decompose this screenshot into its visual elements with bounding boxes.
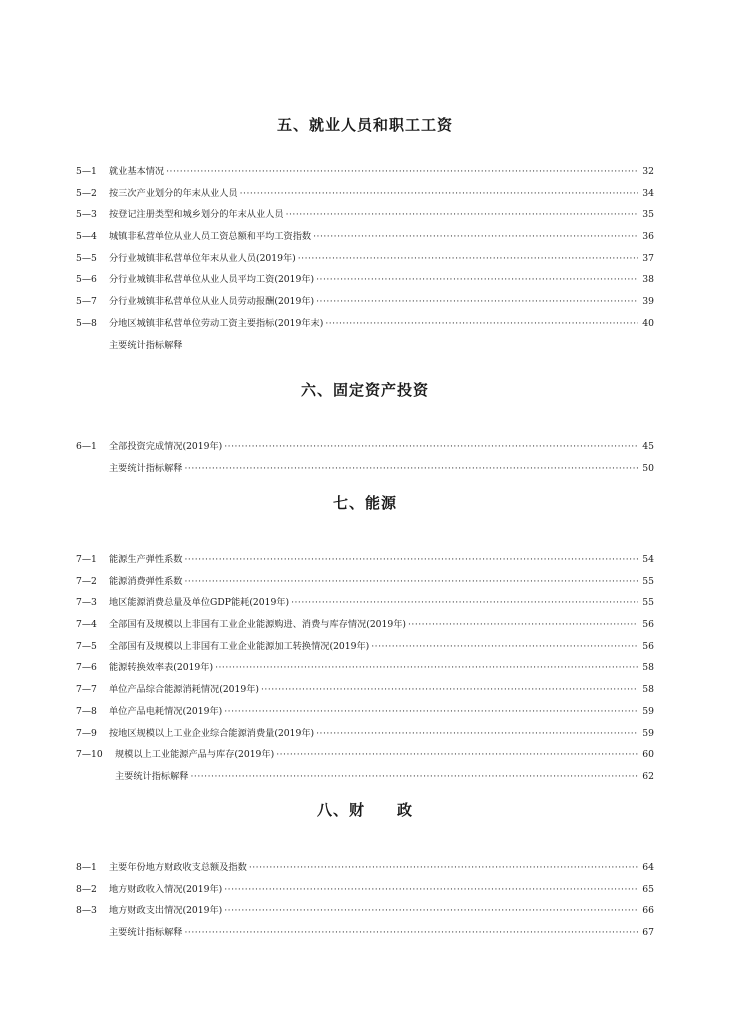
toc-row[interactable] xyxy=(0,313,730,335)
toc-title: 就业基本情况 xyxy=(109,166,165,177)
toc-number: 7—3 xyxy=(76,597,97,609)
section-finance xyxy=(0,799,730,944)
toc-number: 7—8 xyxy=(76,705,97,717)
toc-title: 按登记注册类型和城乡划分的年末从业人员 xyxy=(109,209,284,221)
toc-row[interactable] xyxy=(0,436,730,458)
toc-title: 分行业城镇非私营单位从业人员劳动报酬(2019年) xyxy=(109,296,315,308)
toc-title: 能源消费弹性系数 xyxy=(109,575,183,587)
toc-number: 5—3 xyxy=(76,209,97,221)
toc-page-number: 55 xyxy=(642,597,654,609)
toc-leader xyxy=(185,922,639,944)
toc-page-number: 59 xyxy=(642,727,654,739)
toc-title: 主要统计指标解释 xyxy=(109,339,183,351)
toc-leader xyxy=(316,723,638,745)
toc-row[interactable] xyxy=(0,766,730,788)
section-title: 五、就业人员和职工工资 xyxy=(276,116,453,134)
toc-title: 城镇非私营单位从业人员工资总额和平均工资指数 xyxy=(109,231,312,243)
toc-leader xyxy=(325,313,638,335)
toc-leader xyxy=(291,592,638,614)
toc-leader xyxy=(371,636,638,658)
toc-row[interactable] xyxy=(0,922,730,944)
toc-page-number: 37 xyxy=(642,252,654,264)
section-energy xyxy=(0,492,730,788)
toc-number: 8—1 xyxy=(76,862,97,873)
toc-leader xyxy=(185,571,639,593)
toc-page-number: 34 xyxy=(642,187,654,199)
section-title: 七、能源 xyxy=(332,494,397,512)
toc-title: 分行业城镇非私营单位从业人员平均工资(2019年) xyxy=(109,274,315,286)
toc-row[interactable] xyxy=(0,226,730,248)
toc-row[interactable] xyxy=(0,636,730,658)
toc-leader xyxy=(185,549,639,571)
toc-title: 全部国有及规模以上非国有工业企业能源购进、消费与库存情况(2019年) xyxy=(109,619,406,631)
toc-number: 7—9 xyxy=(76,727,97,739)
toc-number: 5—2 xyxy=(76,187,97,199)
toc-leader xyxy=(313,226,638,248)
toc-page-number: 64 xyxy=(642,862,654,873)
toc-number: 5—8 xyxy=(76,317,97,329)
toc-row[interactable] xyxy=(0,723,730,745)
toc-leader xyxy=(185,458,639,480)
toc-title: 全部国有及规模以上非国有工业企业能源加工转换情况(2019年) xyxy=(109,640,370,652)
toc-number: 8—2 xyxy=(76,883,97,895)
toc-page-number: 66 xyxy=(642,905,654,917)
section-title: 八、财 政 xyxy=(316,801,413,819)
toc-title: 主要年份地方财政收支总额及指数 xyxy=(109,862,247,873)
toc-number: 7—1 xyxy=(76,554,97,565)
toc-page-number: 62 xyxy=(642,770,654,782)
toc-page-number: 32 xyxy=(642,166,654,177)
toc-title: 规模以上工业能源产品与库存(2019年) xyxy=(115,749,275,761)
toc-row[interactable] xyxy=(0,161,730,183)
toc-title: 能源转换效率表(2019年) xyxy=(109,662,214,674)
toc-leader xyxy=(316,291,638,313)
toc-row[interactable] xyxy=(0,857,730,879)
toc-number: 7—2 xyxy=(76,575,97,587)
toc-row[interactable] xyxy=(0,571,730,593)
toc-page-number: 59 xyxy=(642,705,654,717)
toc-leader xyxy=(249,857,638,879)
toc-page-number: 56 xyxy=(642,640,654,652)
toc-leader xyxy=(408,614,638,636)
toc-title: 全部投资完成情况(2019年) xyxy=(109,441,223,452)
toc-leader xyxy=(224,879,638,901)
toc-page-number: 67 xyxy=(642,927,654,939)
toc-leader xyxy=(240,183,638,205)
toc-row[interactable] xyxy=(0,269,730,291)
toc-entries xyxy=(0,857,730,944)
section-employment-wages xyxy=(0,114,730,356)
toc-number: 5—5 xyxy=(76,252,97,264)
toc-number: 6—1 xyxy=(76,441,97,452)
toc-title: 主要统计指标解释 xyxy=(109,927,183,939)
toc-leader xyxy=(276,744,638,766)
toc-row[interactable] xyxy=(0,458,730,480)
toc-row[interactable] xyxy=(0,679,730,701)
toc-row[interactable] xyxy=(0,744,730,766)
toc-page-number: 38 xyxy=(642,274,654,286)
toc-leader xyxy=(261,679,638,701)
toc-leader xyxy=(191,766,639,788)
toc-row[interactable] xyxy=(0,657,730,679)
toc-title: 分地区城镇非私营单位劳动工资主要指标(2019年末) xyxy=(109,317,324,329)
toc-leader xyxy=(215,657,638,679)
toc-entries xyxy=(0,161,730,356)
toc-page-number: 58 xyxy=(642,684,654,696)
toc-page-number: 50 xyxy=(642,462,654,474)
toc-title: 按地区规模以上工业企业综合能源消费量(2019年) xyxy=(109,727,315,739)
toc-leader xyxy=(286,204,638,226)
toc-title: 分行业城镇非私营单位年末从业人员(2019年) xyxy=(109,252,296,264)
toc-row[interactable] xyxy=(0,204,730,226)
toc-number: 5—6 xyxy=(76,274,97,286)
toc-row[interactable] xyxy=(0,879,730,901)
toc-leader xyxy=(224,436,638,458)
toc-entries xyxy=(0,549,730,788)
toc-page-number: 56 xyxy=(642,619,654,631)
toc-page-number: 39 xyxy=(642,296,654,308)
toc-page-number: 58 xyxy=(642,662,654,674)
toc-page-number: 60 xyxy=(642,749,654,761)
toc-row[interactable] xyxy=(0,592,730,614)
toc-number: 7—4 xyxy=(76,619,97,631)
toc-title: 地方财政收入情况(2019年) xyxy=(109,883,223,895)
toc-page-number: 55 xyxy=(642,575,654,587)
toc-row[interactable] xyxy=(0,900,730,922)
toc-leader xyxy=(166,161,638,183)
toc-page-number: 45 xyxy=(642,441,654,452)
section-fixed-asset-investment xyxy=(0,379,730,479)
toc-page-number: 65 xyxy=(642,883,654,895)
toc-page-number: 40 xyxy=(642,317,654,329)
toc-number: 5—4 xyxy=(76,231,97,243)
toc-entries xyxy=(0,436,730,479)
toc-title: 单位产品电耗情况(2019年) xyxy=(109,705,223,717)
toc-page-number: 35 xyxy=(642,209,654,221)
toc-page-number: 36 xyxy=(642,231,654,243)
toc-row[interactable] xyxy=(0,701,730,723)
section-title: 六、固定资产投资 xyxy=(300,381,429,399)
toc-title: 地方财政支出情况(2019年) xyxy=(109,905,223,917)
toc-number: 7—6 xyxy=(76,662,97,674)
toc-title: 地区能源消费总量及单位GDP能耗(2019年) xyxy=(109,597,290,609)
toc-title: 能源生产弹性系数 xyxy=(109,554,183,565)
toc-leader xyxy=(316,269,638,291)
toc-title: 主要统计指标解释 xyxy=(109,462,183,474)
toc-row[interactable] xyxy=(0,549,730,571)
toc-number: 8—3 xyxy=(76,905,97,917)
toc-page-number: 54 xyxy=(642,554,654,565)
toc-row[interactable] xyxy=(0,183,730,205)
toc-row[interactable] xyxy=(0,614,730,636)
toc-number: 5—1 xyxy=(76,166,97,177)
toc-row[interactable] xyxy=(0,335,730,357)
toc-title: 按三次产业划分的年末从业人员 xyxy=(109,187,238,199)
toc-number: 7—5 xyxy=(76,640,97,652)
toc-leader xyxy=(224,900,638,922)
toc-row[interactable] xyxy=(0,291,730,313)
toc-title: 主要统计指标解释 xyxy=(115,770,189,782)
toc-title: 单位产品综合能源消耗情况(2019年) xyxy=(109,684,259,696)
toc-leader xyxy=(224,701,638,723)
toc-leader xyxy=(298,248,638,270)
toc-number: 5—7 xyxy=(76,296,97,308)
toc-number: 7—7 xyxy=(76,684,97,696)
toc-number: 7—10 xyxy=(76,749,103,761)
toc-row[interactable] xyxy=(0,248,730,270)
